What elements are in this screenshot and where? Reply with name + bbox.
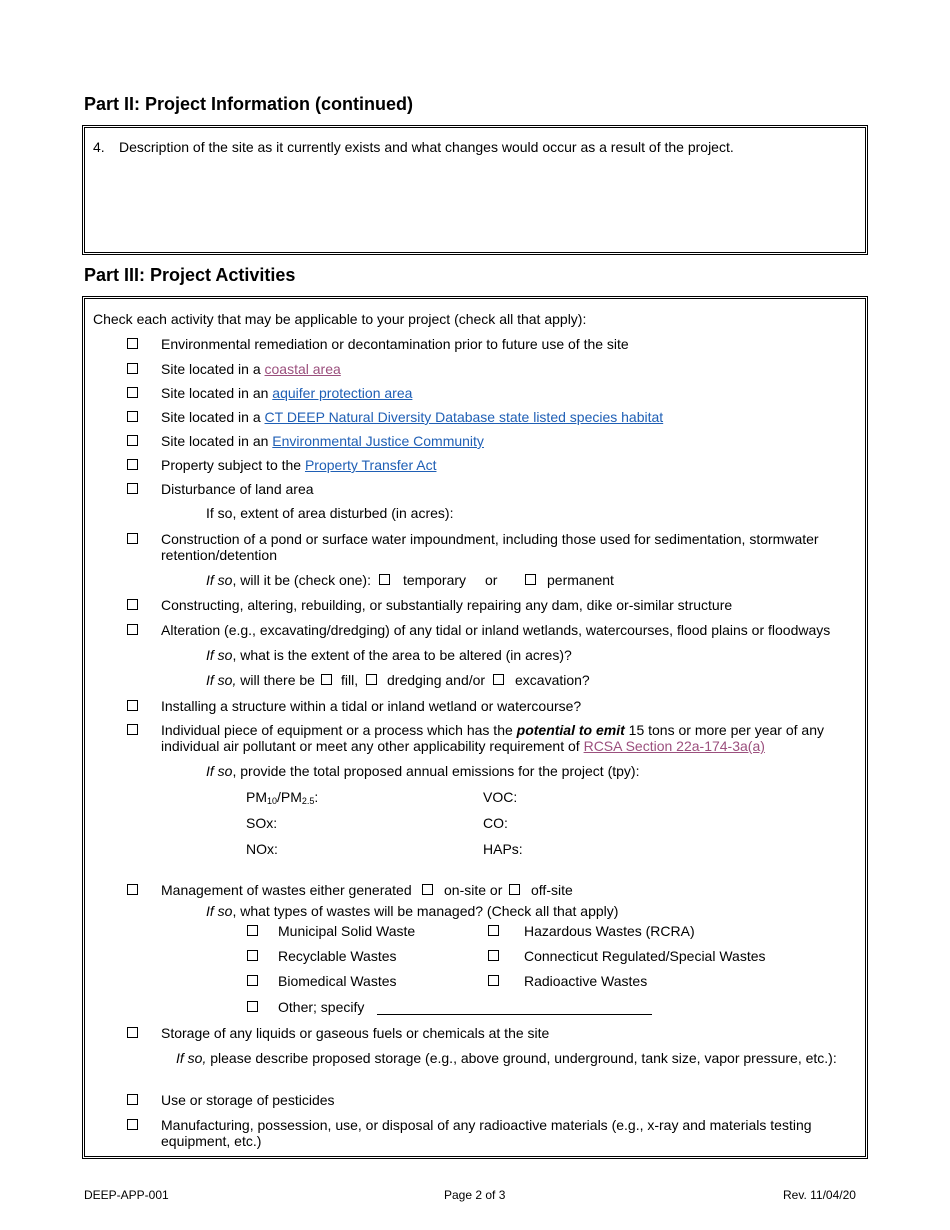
temporary-checkbox[interactable] xyxy=(379,574,390,585)
haps-label: HAPs: xyxy=(483,841,523,857)
emissions-checkbox[interactable] xyxy=(127,724,138,735)
voc-label: VOC: xyxy=(483,789,518,805)
pm-text: PM xyxy=(246,789,267,805)
dam-label: Constructing, altering, rebuilding, or substantially repairing any dam, dike or-similar structure xyxy=(161,597,733,613)
or-label: or xyxy=(485,572,498,588)
storage-label: Storage of any liquids or gaseous fuels or chemicals at the site xyxy=(161,1025,550,1041)
offsite-checkbox[interactable] xyxy=(509,884,520,895)
dredging-checkbox[interactable] xyxy=(366,674,377,685)
storage-checkbox[interactable] xyxy=(127,1027,138,1038)
wetlands-extent-row xyxy=(206,647,572,663)
biomedical-label: Biomedical Wastes xyxy=(278,973,397,989)
pond-type-row xyxy=(206,572,371,588)
waste-management-label: Management of wastes either generated xyxy=(161,882,412,898)
pond-question: , will it be (check one): xyxy=(232,572,371,588)
wetlands-if-so-2: If so, xyxy=(206,672,237,688)
msw-label: Municipal Solid Waste xyxy=(278,923,416,939)
environmental-justice-checkbox[interactable] xyxy=(127,435,138,446)
waste-if-so: If so xyxy=(206,903,233,919)
environmental-justice-link[interactable]: Environmental Justice Community xyxy=(272,433,484,449)
onsite-label: on-site or xyxy=(444,882,503,898)
pm25-subscript: 2.5 xyxy=(301,796,315,806)
storage-question-row xyxy=(176,1050,837,1066)
emissions-question-row xyxy=(206,763,639,779)
coastal-area-checkbox[interactable] xyxy=(127,363,138,374)
temporary-label: temporary xyxy=(403,572,467,588)
waste-management-checkbox[interactable] xyxy=(127,884,138,895)
pond-label: Construction of a pond or surface water impoundment, including those used for sedimentation, stormwater retention/detention xyxy=(161,531,819,563)
coastal-area-link[interactable]: coastal area xyxy=(264,361,341,377)
emissions-line-2 xyxy=(161,738,765,754)
permanent-checkbox[interactable] xyxy=(525,574,536,585)
coastal-area-label: Site located in a xyxy=(161,361,265,377)
pesticides-label: Use or storage of pesticides xyxy=(161,1092,335,1108)
part-ii-heading: Part II: Project Information (continued) xyxy=(84,94,414,114)
ct-regulated-checkbox[interactable] xyxy=(488,950,499,961)
wetlands-extent-question: , what is the extent of the area to be altered (in acres)? xyxy=(232,647,572,663)
msw-checkbox[interactable] xyxy=(247,925,258,936)
ndd-item xyxy=(161,409,663,425)
structure-checkbox[interactable] xyxy=(127,700,138,711)
hazardous-label: Hazardous Wastes (RCRA) xyxy=(524,923,695,939)
ndd-habitat-link[interactable]: CT DEEP Natural Diversity Database state listed species habitat xyxy=(264,409,664,425)
excavation-label: excavation? xyxy=(515,672,590,688)
project-activities-box xyxy=(82,296,868,1159)
dam-checkbox[interactable] xyxy=(127,599,138,610)
land-disturbance-checkbox[interactable] xyxy=(127,483,138,494)
biomedical-checkbox[interactable] xyxy=(247,975,258,986)
wetlands-activity-row xyxy=(206,672,315,688)
other-waste-checkbox[interactable] xyxy=(247,1001,258,1012)
disturbance-acres-label: If so, extent of area disturbed (in acres): xyxy=(206,505,454,521)
aquifer-protection-link[interactable]: aquifer protection area xyxy=(272,385,413,401)
storage-if-so: If so, xyxy=(176,1050,207,1066)
page-number: Page 2 of 3 xyxy=(444,1188,506,1202)
waste-types-row xyxy=(206,903,618,919)
emissions-if-so: If so xyxy=(206,763,233,779)
nox-label: NOx: xyxy=(246,841,278,857)
recyclable-label: Recyclable Wastes xyxy=(278,948,397,964)
recyclable-checkbox[interactable] xyxy=(247,950,258,961)
remediation-label: Environmental remediation or decontamination prior to future use of the site xyxy=(161,336,629,352)
emissions-text-pre: Individual piece of equipment or a process which has the xyxy=(161,722,517,738)
wetlands-checkbox[interactable] xyxy=(127,624,138,635)
potential-to-emit-term: potential to emit xyxy=(516,722,625,738)
aquifer-checkbox[interactable] xyxy=(127,387,138,398)
radioactive-wastes-label: Radioactive Wastes xyxy=(524,973,648,989)
emissions-line-1 xyxy=(161,722,824,738)
rcsa-section-link[interactable]: RCSA Section 22a-174-3a(a) xyxy=(583,738,765,754)
onsite-checkbox[interactable] xyxy=(422,884,433,895)
item-4-text: Description of the site as it currently exists and what changes would occur as a result of the project. xyxy=(119,139,734,155)
dredging-label: dredging and/or xyxy=(387,672,486,688)
revision-date: Rev. 11/04/20 xyxy=(783,1188,856,1202)
radioactive-materials-label: Manufacturing, possession, use, or disposal of any radioactive materials (e.g., x-ray and materials testing equipment, etc.) xyxy=(161,1117,812,1149)
radioactive-wastes-checkbox[interactable] xyxy=(488,975,499,986)
environmental-justice-item xyxy=(161,433,484,449)
property-transfer-checkbox[interactable] xyxy=(127,459,138,470)
structure-label: Installing a structure within a tidal or inland wetland or watercourse? xyxy=(161,698,582,714)
other-waste-label: Other; specify xyxy=(278,999,365,1015)
emissions-text-line2: individual air pollutant or meet any other applicability requirement of xyxy=(161,738,584,754)
fill-checkbox[interactable] xyxy=(321,674,332,685)
storage-question: please describe proposed storage (e.g., above ground, underground, tank size, vapor pressure, etc.): xyxy=(206,1050,837,1066)
radioactive-materials-checkbox[interactable] xyxy=(127,1119,138,1130)
wetlands-label: Alteration (e.g., excavating/dredging) of any tidal or inland wetlands, watercourses, flood plains or floodways xyxy=(161,622,831,638)
hazardous-checkbox[interactable] xyxy=(488,925,499,936)
ndd-checkbox[interactable] xyxy=(127,411,138,422)
pm10-subscript: 10 xyxy=(267,796,278,806)
coastal-area-item xyxy=(161,361,341,377)
item-4-number: 4. xyxy=(93,139,105,155)
remediation-checkbox[interactable] xyxy=(127,338,138,349)
environmental-justice-label: Site located in an xyxy=(161,433,273,449)
pm-slash-text: /PM xyxy=(277,789,302,805)
ct-regulated-label: Connecticut Regulated/Special Wastes xyxy=(524,948,766,964)
wetlands-activity-question: will there be xyxy=(236,672,315,688)
waste-types-question: , what types of wastes will be managed? (Check all that apply) xyxy=(232,903,619,919)
permanent-label: permanent xyxy=(547,572,614,588)
property-transfer-link[interactable]: Property Transfer Act xyxy=(304,457,437,473)
fill-label: fill, xyxy=(341,672,359,688)
emissions-question: , provide the total proposed annual emissions for the project (tpy): xyxy=(232,763,640,779)
wetlands-if-so: If so xyxy=(206,647,233,663)
ndd-label: Site located in a xyxy=(161,409,265,425)
excavation-checkbox[interactable] xyxy=(493,674,504,685)
property-transfer-label: Property subject to the xyxy=(161,457,305,473)
aquifer-item xyxy=(161,385,412,401)
pm-label xyxy=(246,789,318,805)
sox-label: SOx: xyxy=(246,815,278,831)
emissions-text-post: 15 tons or more per year of any xyxy=(624,722,824,738)
pm-colon: : xyxy=(314,789,319,805)
pond-if-so: If so xyxy=(206,572,233,588)
activities-intro: Check each activity that may be applicable to your project (check all that apply): xyxy=(93,311,587,327)
aquifer-label: Site located in an xyxy=(161,385,273,401)
pond-checkbox[interactable] xyxy=(127,533,138,544)
site-description-box[interactable] xyxy=(82,125,868,255)
land-disturbance-label: Disturbance of land area xyxy=(161,481,314,497)
other-waste-specify-field[interactable] xyxy=(377,1014,652,1015)
co-label: CO: xyxy=(483,815,508,831)
part-iii-heading: Part III: Project Activities xyxy=(84,265,296,285)
property-transfer-item xyxy=(161,457,436,473)
form-id: DEEP-APP-001 xyxy=(84,1188,169,1202)
pesticides-checkbox[interactable] xyxy=(127,1094,138,1105)
offsite-label: off-site xyxy=(531,882,573,898)
